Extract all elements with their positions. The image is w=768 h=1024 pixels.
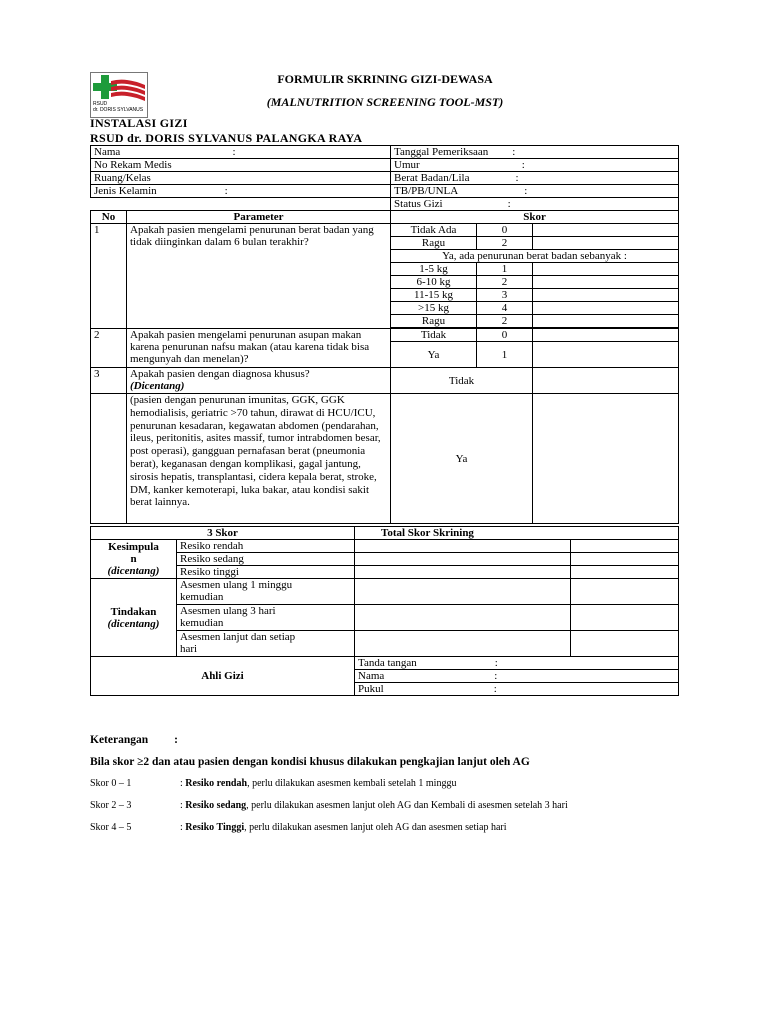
- q2-no: 2: [91, 329, 127, 368]
- q3-no: 3: [91, 368, 127, 394]
- tindakan-1-minggu: Asesmen ulang 1 minggu kemudian: [177, 579, 355, 605]
- q1-check-cell[interactable]: [533, 302, 679, 315]
- tindakan-check[interactable]: [571, 579, 679, 605]
- q3-ya: Ya: [391, 394, 533, 524]
- hospital-logo: [90, 72, 148, 118]
- q1-check-cell[interactable]: [533, 289, 679, 302]
- kesimpulan-check[interactable]: [571, 566, 679, 579]
- skor-label: 3 Skor: [91, 527, 355, 540]
- q1-no: 1: [91, 224, 127, 329]
- ahli-gizi-label: Ahli Gizi: [91, 657, 355, 696]
- q1-ya-label: 11-15 kg: [391, 289, 477, 302]
- tindakan-check[interactable]: [571, 631, 679, 657]
- q2-opt-score: 1: [477, 342, 533, 368]
- identity-blank: [91, 198, 391, 211]
- field-nama-ahli[interactable]: Nama :: [355, 670, 679, 683]
- q2-opt-label: Ya: [391, 342, 477, 368]
- q3-check-cell[interactable]: [533, 368, 679, 394]
- q1-ya-label: 6-10 kg: [391, 276, 477, 289]
- tindakan-check[interactable]: [355, 631, 571, 657]
- field-tanggal[interactable]: Tanggal Pemeriksaan :: [391, 146, 679, 159]
- q3-detail: (pasien dengan penurunan imunitas, GGK, GGK hemodialisis, geriatric >70 tahun, dirawat di HCU/ICU, penurunan kesadaran, kegawatan abdomen (pendarahan, ileus, peritonitis, asites massif, tumor intrabdomen besar, post operasi), gangguan pernafasan berat (pneumonia berat), keganasan dengan komplikasi, gagal jantung, sirosis hepatis, transplantasi, cidera kepala berat, stroke, DM, kanker kemoterapi, luka bakar, atau kondisi sakit berat lainnya.: [127, 394, 391, 524]
- kesimpulan-rendah: Resiko rendah: [177, 540, 355, 553]
- kesimpulan-check[interactable]: [355, 566, 571, 579]
- form-subtitle: (MALNUTRITION SCREENING TOOL-MST): [266, 95, 504, 109]
- q1-ya-score: 2: [477, 315, 533, 328]
- q1-ya-label: 1-5 kg: [391, 263, 477, 276]
- q1-ya-score: 4: [477, 302, 533, 315]
- field-berat-badan[interactable]: Berat Badan/Lila :: [391, 172, 679, 185]
- q1-ya-header: Ya, ada penurunan berat badan sebanyak :: [391, 250, 679, 263]
- q2-opt-score: 0: [477, 329, 533, 342]
- tindakan-check[interactable]: [355, 579, 571, 605]
- kesimpulan-sedang: Resiko sedang: [177, 553, 355, 566]
- field-nama[interactable]: Nama :: [91, 146, 391, 159]
- q3-question: Apakah pasien dengan diagnosa khusus? (Dicentang): [127, 368, 391, 394]
- tindakan-setiap-hari: Asesmen lanjut dan setiap hari: [177, 631, 355, 657]
- tindakan-3-hari: Asesmen ulang 3 hari kemudian: [177, 605, 355, 631]
- q2-text: Apakah pasien mengelami penurunan asupan makan karena penurunan nafsu makan (atau karena tidak bisa mengunyah dan menelan)?: [127, 329, 391, 368]
- field-tanda-tangan[interactable]: Tanda tangan :: [355, 657, 679, 670]
- tindakan-check[interactable]: [571, 605, 679, 631]
- q3-check-cell[interactable]: [533, 394, 679, 524]
- q2-opt-label: Tidak: [391, 329, 477, 342]
- legend-item: Skor 2 – 3 : Resiko sedang, perlu dilakukan asesmen lanjut oleh AG dan Kembali di asesmen setelah 3 hari: [90, 800, 568, 811]
- q1-opt-score: 0: [477, 224, 533, 237]
- hospital-heading: RSUD dr. DORIS SYLVANUS PALANGKA RAYA: [90, 131, 363, 145]
- logo-text: RSUD dr. DORIS SYLVANUS: [93, 101, 144, 113]
- q1-opt-label: Ragu: [391, 237, 477, 250]
- form-title: FORMULIR SKRINING GIZI-DEWASA: [277, 72, 493, 86]
- col-parameter: Parameter: [127, 211, 391, 224]
- field-ruang-kelas[interactable]: Ruang/Kelas: [91, 172, 391, 185]
- q1-opt-label: Tidak Ada: [391, 224, 477, 237]
- q1-ya-score: 1: [477, 263, 533, 276]
- screening-table: [90, 145, 679, 524]
- field-jenis-kelamin[interactable]: Jenis Kelamin :: [91, 185, 391, 198]
- field-tb-pb-unla[interactable]: TB/PB/UNLA :: [391, 185, 679, 198]
- q1-check-cell[interactable]: [533, 237, 679, 250]
- q1-check-cell[interactable]: [533, 315, 679, 328]
- q1-ya-score: 2: [477, 276, 533, 289]
- field-rekam-medis[interactable]: No Rekam Medis: [91, 159, 391, 172]
- q1-opt-score: 2: [477, 237, 533, 250]
- field-status-gizi[interactable]: Status Gizi :: [391, 198, 679, 211]
- col-skor: Skor: [391, 211, 679, 224]
- q1-ya-label: Ragu: [391, 315, 477, 328]
- q1-text: Apakah pasien mengelami penurunan berat badan yang tidak diinginkan dalam 6 bulan terakhir?: [127, 224, 391, 329]
- kesimpulan-check[interactable]: [355, 540, 571, 553]
- kesimpulan-tinggi: Resiko tinggi: [177, 566, 355, 579]
- kesimpulan-label: Kesimpula n (dicentang): [91, 540, 177, 579]
- q1-check-cell[interactable]: [533, 276, 679, 289]
- kesimpulan-check[interactable]: [571, 540, 679, 553]
- field-pukul[interactable]: Pukul :: [355, 683, 679, 696]
- kesimpulan-check[interactable]: [355, 553, 571, 566]
- q3-tidak: Tidak: [391, 368, 533, 394]
- q3-blank-no: [91, 394, 127, 524]
- kesimpulan-check[interactable]: [571, 553, 679, 566]
- col-no: No: [91, 211, 127, 224]
- keterangan-rule: Bila skor ≥2 dan atau pasien dengan kondisi khusus dilakukan pengkajian lanjut oleh AG: [90, 756, 530, 768]
- total-skor-label: Total Skor Skrining: [355, 527, 679, 540]
- tindakan-label: Tindakan (dicentang): [91, 579, 177, 657]
- q1-check-cell[interactable]: [533, 224, 679, 237]
- q2-check-cell[interactable]: [533, 342, 679, 368]
- keterangan-label: Keterangan :: [90, 734, 178, 746]
- tindakan-check[interactable]: [355, 605, 571, 631]
- q2-check-cell[interactable]: [533, 329, 679, 342]
- q1-ya-score: 3: [477, 289, 533, 302]
- instalasi-heading: INSTALASI GIZI: [90, 116, 188, 130]
- field-umur[interactable]: Umur :: [391, 159, 679, 172]
- q1-ya-label: >15 kg: [391, 302, 477, 315]
- legend-item: Skor 0 – 1 : Resiko rendah, perlu dilakukan asesmen kembali setelah 1 minggu: [90, 778, 457, 789]
- summary-table: [90, 526, 679, 696]
- q1-check-cell[interactable]: [533, 263, 679, 276]
- legend-item: Skor 4 – 5 : Resiko Tinggi, perlu dilakukan asesmen lanjut oleh AG dan asesmen setiap hari: [90, 822, 507, 833]
